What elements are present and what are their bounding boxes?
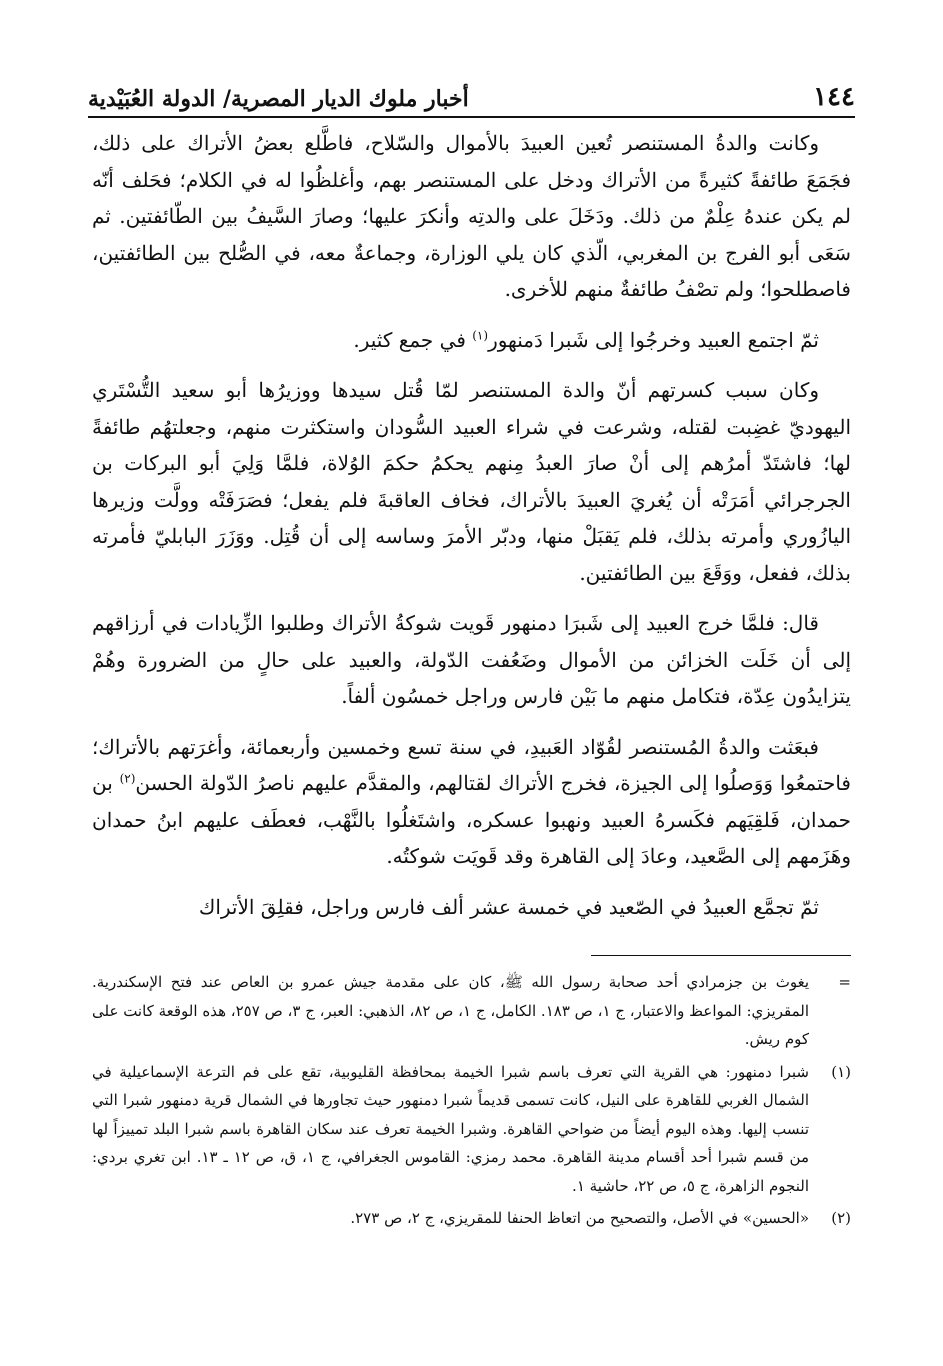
- verse-line-text: ثمّ اجتمع العبيد وخرجُوا إلى شَبرا دَمنهور: [488, 327, 819, 352]
- footnote-ref-2: (٢): [119, 771, 136, 786]
- footnote-divider: [591, 955, 851, 956]
- running-title: أخبار ملوك الديار المصرية/ الدولة العُبَيْدية: [88, 86, 469, 112]
- verse-line: [92, 322, 851, 359]
- footnotes: [92, 968, 851, 1237]
- footnote-mark: =: [838, 973, 851, 991]
- footnote: [92, 968, 851, 1054]
- footnote-text: يغوث بن جزمرادي أحد صحابة رسول الله ﷺ، كان على مقدمة جيش عمرو بن العاص عند فتح الإسكندرية. المقريزي: المواعظ والاعتبار، ج ١، ص ١٨٣. الكامل، ج ١، ص ٨٢، الذهبي: العبر، ج ٣، ص ٢٥٧، هذه الوقعة كانت على كوم ريش.: [92, 973, 810, 1048]
- footnote-mark: (٢): [831, 1209, 851, 1227]
- page-header: [88, 72, 855, 118]
- verse-line-tail: في جمع كثير.: [353, 327, 473, 352]
- paragraph: ثمّ تجمَّع العبيدُ في الصّعيد في خمسة عشر ألف فارس وراجل، فقلِقَ الأتراك: [198, 894, 819, 919]
- footnote-text: «الحسين» في الأصل، والتصحيح من اتعاظ الحنفا للمقريزي، ج ٢، ص ٢٧٣.: [350, 1209, 809, 1227]
- footnote: [92, 1204, 851, 1233]
- paragraph-part: فبعَثت والدةُ المُستنصر لقُوّاد العَبيدِ، في سنة تسع وخمسين وأربعمائة، وأغرَتهم بالأتراك؛ فاحتمعُوا وَوَصلُوا إلى الجيزة، فخرج الأتراك لقتالهم، والمقدَّم عليهم ناصرُ الدّولة الحسن: [92, 734, 851, 795]
- paragraph: وكانت والدةُ المستنصر تُعين العبيدَ بالأموال والسّلاح، فاطَّلع بعضُ الأتراك على ذلك، فجَمَعَ طائفةً كثيرةً من الأتراك ودخل على المستنصر بهم، وأغلظُوا له في الكلام؛ فحَلف أنّه لم يكن عندهُ عِلْمٌ من ذلك. ودَخَلَ على والدتِه وأنكرَ عليها؛ وصارَ السَّيفُ بين الطّائفتين. ثم سَعَى أبو الفرج بن المغربي، الّذي كان يلي الوزارة، وجماعةٌ معه، في الصُّلح بين الطائفتين، فاصطلحوا؛ ولم تصْفُ طائفةٌ منهم للأخرى.: [92, 131, 852, 301]
- paragraph-part: بن حمدان، فَلقِيَهم فكَسرهُ العبيد ونهبوا عسكره، واشتَغلُوا بالنَّهْب، فعطَف عليهم ابنُ حمدان وهَزَمهم إلى الصَّعيد، وعادَ إلى القاهرة وقد قَويَت شوكتُه.: [92, 771, 851, 868]
- footnote-mark: (١): [831, 1062, 851, 1081]
- main-text: [92, 125, 851, 939]
- footnote-text: شبرا دمنهور: هي القرية التي تعرف باسم شبرا الخيمة بمحافظة القليوبية، تقع على فم الترعة الإسماعيلية في الشمال الغربي للقاهرة على النيل، كانت تسمى قديماً شبرا دمنهور حيث تجاورها في الشمال قرية دمنهور شبرا التي تنسب إليها. وهذه اليوم أيضاً من ضواحي القاهرة. وشبرا الخيمة تعرف عند سكان القاهرة باسم شبرا البلد تمييزاً لها من قسم شبرا أحد أقسام مدينة القاهرة. محمد رمزي: القاموس الجغرافي، ج ١، ق، ص ١٢ ـ ١٣. ابن تغري بردي: النجوم الزاهرة، ج ٥، ص ٢٢، حاشية ١.: [92, 1062, 809, 1195]
- paragraph: قال: فلمَّا خرج العبيد إلى شَبرَا دمنهور قَويت شوكةُ الأتراك وطلبوا الزِّيادات في أرزاقهم إلى أن خَلَت الخزائن من الأموال وضَعُفت الدّولة، والعبيد على حالٍ من الضرورة وهُمْ يتزايدُون عِدّة، فتكامل منهم ما بَيْن فارس وراجل خمسُون ألفاً.: [92, 611, 851, 708]
- footnote-ref-1: (١): [472, 327, 489, 342]
- paragraph: [92, 729, 851, 875]
- footnote: [92, 1058, 851, 1201]
- page-number: ١٤٤: [813, 82, 855, 112]
- paragraph: وكان سبب كسرتهم أنّ والدة المستنصر لمّا قُتل سيدها ووزيرُها أبو سعيد التُّسْتَري اليهوديّ غضِبت لقتله، وشرعت في شراء العبيد السُّودان واستكثرت منهم، وجعلتهُم طائفةً لها؛ فاشتَدّ أمرُهم إلى أنْ صارَ العبدُ مِنهم يحكمُ حكمَ الوُلاة، فلمَّا وَلِيَ أبو البركات بن الجرجرائي أمَرَتْه أن يُغريَ العبيدَ بالأتراك، فخاف العاقبةَ فلم يفعل؛ فصَرَفَتْه وولَّت وزيرها اليازُوري وأمرته بذلك، فلم يَقبَلْ منها، ودبّر الأمرَ وساسه إلى أن قُتِل. ووَزَرَ البابليّ فأمرته بذلك، ففعل، ووَقَعَ بين الطائفتين.: [92, 378, 851, 585]
